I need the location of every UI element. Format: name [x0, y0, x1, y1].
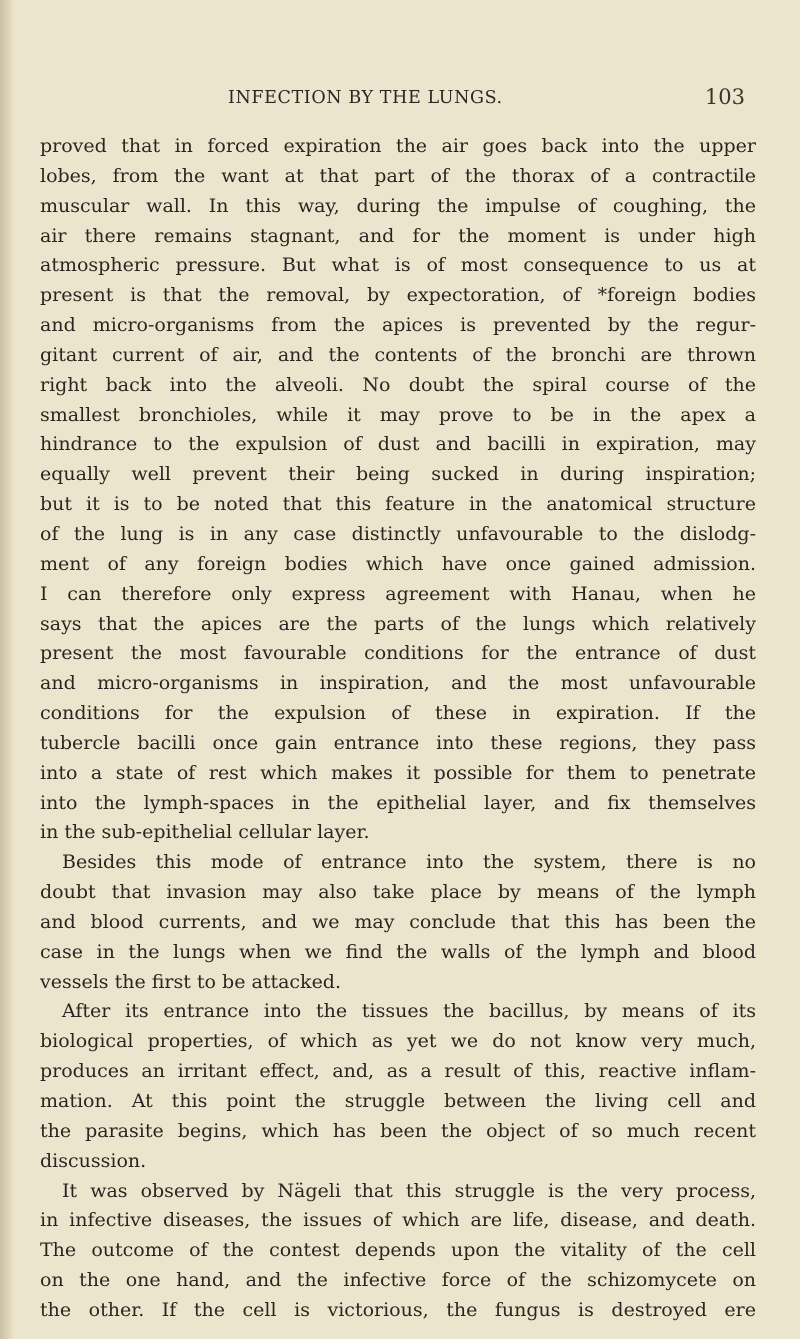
text-line: It was observed by Nägeli that this struggle is the very process, [62, 1179, 756, 1202]
text-line: biological properties, of which as yet we do not know very much, [40, 1030, 756, 1053]
text-line: in the sub-epithelial cellular layer. [40, 821, 370, 844]
page-number: 103 [704, 85, 745, 109]
text-line: right back into the alveoli. No doubt the spiral course of the [40, 373, 756, 396]
paragraph-2 [40, 848, 756, 997]
text-line: muscular wall. In this way, during the impulse of coughing, the [40, 194, 756, 217]
text-line: present the most favourable conditions for the entrance of dust [40, 642, 756, 665]
running-head [40, 85, 760, 118]
text-line: into a state of rest which makes it possible for them to penetrate [40, 761, 756, 784]
text-line: atmospheric pressure. But what is of most consequence to us at [40, 254, 756, 277]
text-line: of the lung is in any case distinctly unfavourable to the dislodg- [40, 522, 756, 545]
text-line: proved that in forced expiration the air goes back into the upper [40, 135, 756, 157]
text-line: Besides this mode of entrance into the system, there is no [62, 851, 756, 874]
text-line: equally well prevent their being sucked in during inspiration; [40, 463, 756, 486]
text-line: the other. If the cell is victorious, the fungus is destroyed ere [40, 1298, 756, 1321]
text-line: I can therefore only express agreement with Hanau, when he [40, 582, 756, 605]
text-line: present is that the removal, by expectoration, of *foreign bodies [40, 284, 756, 307]
text-line: conditions for the expulsion of these in expiration. If the [40, 702, 756, 725]
text-line: gitant current of air, and the contents of the bronchi are thrown [40, 343, 756, 366]
paragraph-1 [40, 132, 756, 848]
text-line: produces an irritant effect, and, as a result of this, reactive inflam- [40, 1060, 756, 1083]
text-line: doubt that invasion may also take place by means of the lymph [40, 881, 756, 904]
text-line: ment of any foreign bodies which have once gained admission. [40, 552, 756, 575]
text-line: hindrance to the expulsion of dust and bacilli in expiration, may [40, 433, 756, 456]
paragraph-4 [40, 1177, 756, 1326]
text-line: the parasite begins, which has been the object of so much recent [40, 1119, 756, 1142]
text-line: tubercle bacilli once gain entrance into these regions, they pass [40, 731, 756, 754]
text-line: air there remains stagnant, and for the moment is under high [40, 224, 756, 247]
body-text [40, 132, 756, 1326]
text-line: says that the apices are the parts of the lungs which relatively [40, 612, 756, 635]
text-line: mation. At this point the struggle between the living cell and [40, 1090, 756, 1112]
text-line: and blood currents, and we may conclude that this has been the [40, 910, 756, 933]
text-line: The outcome of the contest depends upon the vitality of the cell [40, 1239, 756, 1262]
paragraph-3 [40, 997, 756, 1176]
text-line: After its entrance into the tissues the bacillus, by means of its [62, 1000, 756, 1023]
text-line: into the lymph-spaces in the epithelial layer, and fix themselves [40, 791, 756, 814]
text-line: in infective diseases, the issues of which are life, disease, and death. [40, 1209, 756, 1232]
text-line: and micro-organisms in inspiration, and the most unfavourable [40, 672, 756, 695]
text-line: discussion. [40, 1149, 147, 1172]
text-line: smallest bronchioles, while it may prove to be in the apex a [40, 403, 756, 426]
text-line: on the one hand, and the infective force of the schizomycete on [40, 1269, 756, 1292]
text-line: case in the lungs when we find the walls of the lymph and blood [40, 940, 756, 963]
text-line: and micro-organisms from the apices is prevented by the regur- [40, 314, 756, 337]
text-line: lobes, from the want at that part of the thorax of a contractile [40, 164, 756, 187]
text-line: vessels the first to be attacked. [40, 970, 342, 993]
text-line: but it is to be noted that this feature in the anatomical structure [40, 493, 756, 516]
running-title: INFECTION BY THE LUNGS. [228, 88, 503, 108]
